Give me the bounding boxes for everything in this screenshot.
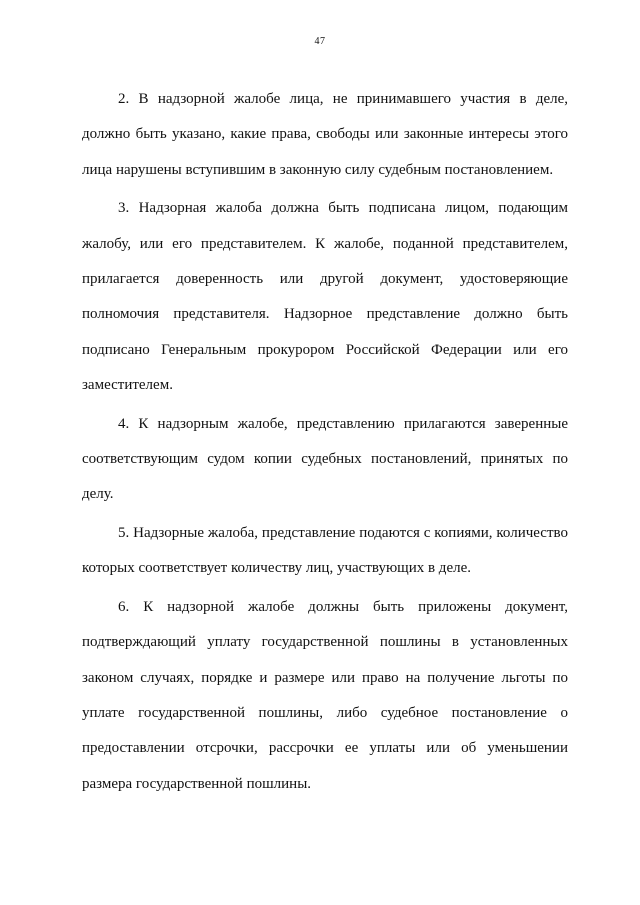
paragraph-6: 6. К надзорной жалобе должны быть приложены документ, подтверждающий уплату государственной пошлины в установленных законом случаях, порядке и размере или право на получение льготы по уплате государственной пошлины, либо судебное постановление о предоставлении отсрочки, рассрочки ее уплаты или об уменьшении размера государственной пошлины. bbox=[82, 598, 568, 792]
paragraph-3: 3. Надзорная жалоба должна быть подписана лицом, подающим жалобу, или его представителем. К жалобе, поданной представителем, прилагается доверенность или другой документ, удостоверяющие полномочия представителя. Надзорное представление должно быть подписано Генеральным прокурором Российской Федерации или его заместителем. bbox=[82, 200, 568, 394]
paragraph-5: 5. Надзорные жалоба, представление подаются с копиями, количество которых соответствует количеству лиц, участвующих в деле. bbox=[82, 524, 568, 577]
document-body bbox=[82, 82, 568, 802]
paragraph-4: 4. К надзорным жалобе, представлению прилагаются заверенные соответствующим судом копии судебных постановлений, принятых по делу. bbox=[82, 415, 568, 503]
paragraph-2: 2. В надзорной жалобе лица, не принимавшего участия в деле, должно быть указано, какие права, свободы или законные интересы этого лица нарушены вступившим в законную силу судебным постановлением. bbox=[82, 91, 568, 178]
page-number: 47 bbox=[314, 36, 326, 47]
